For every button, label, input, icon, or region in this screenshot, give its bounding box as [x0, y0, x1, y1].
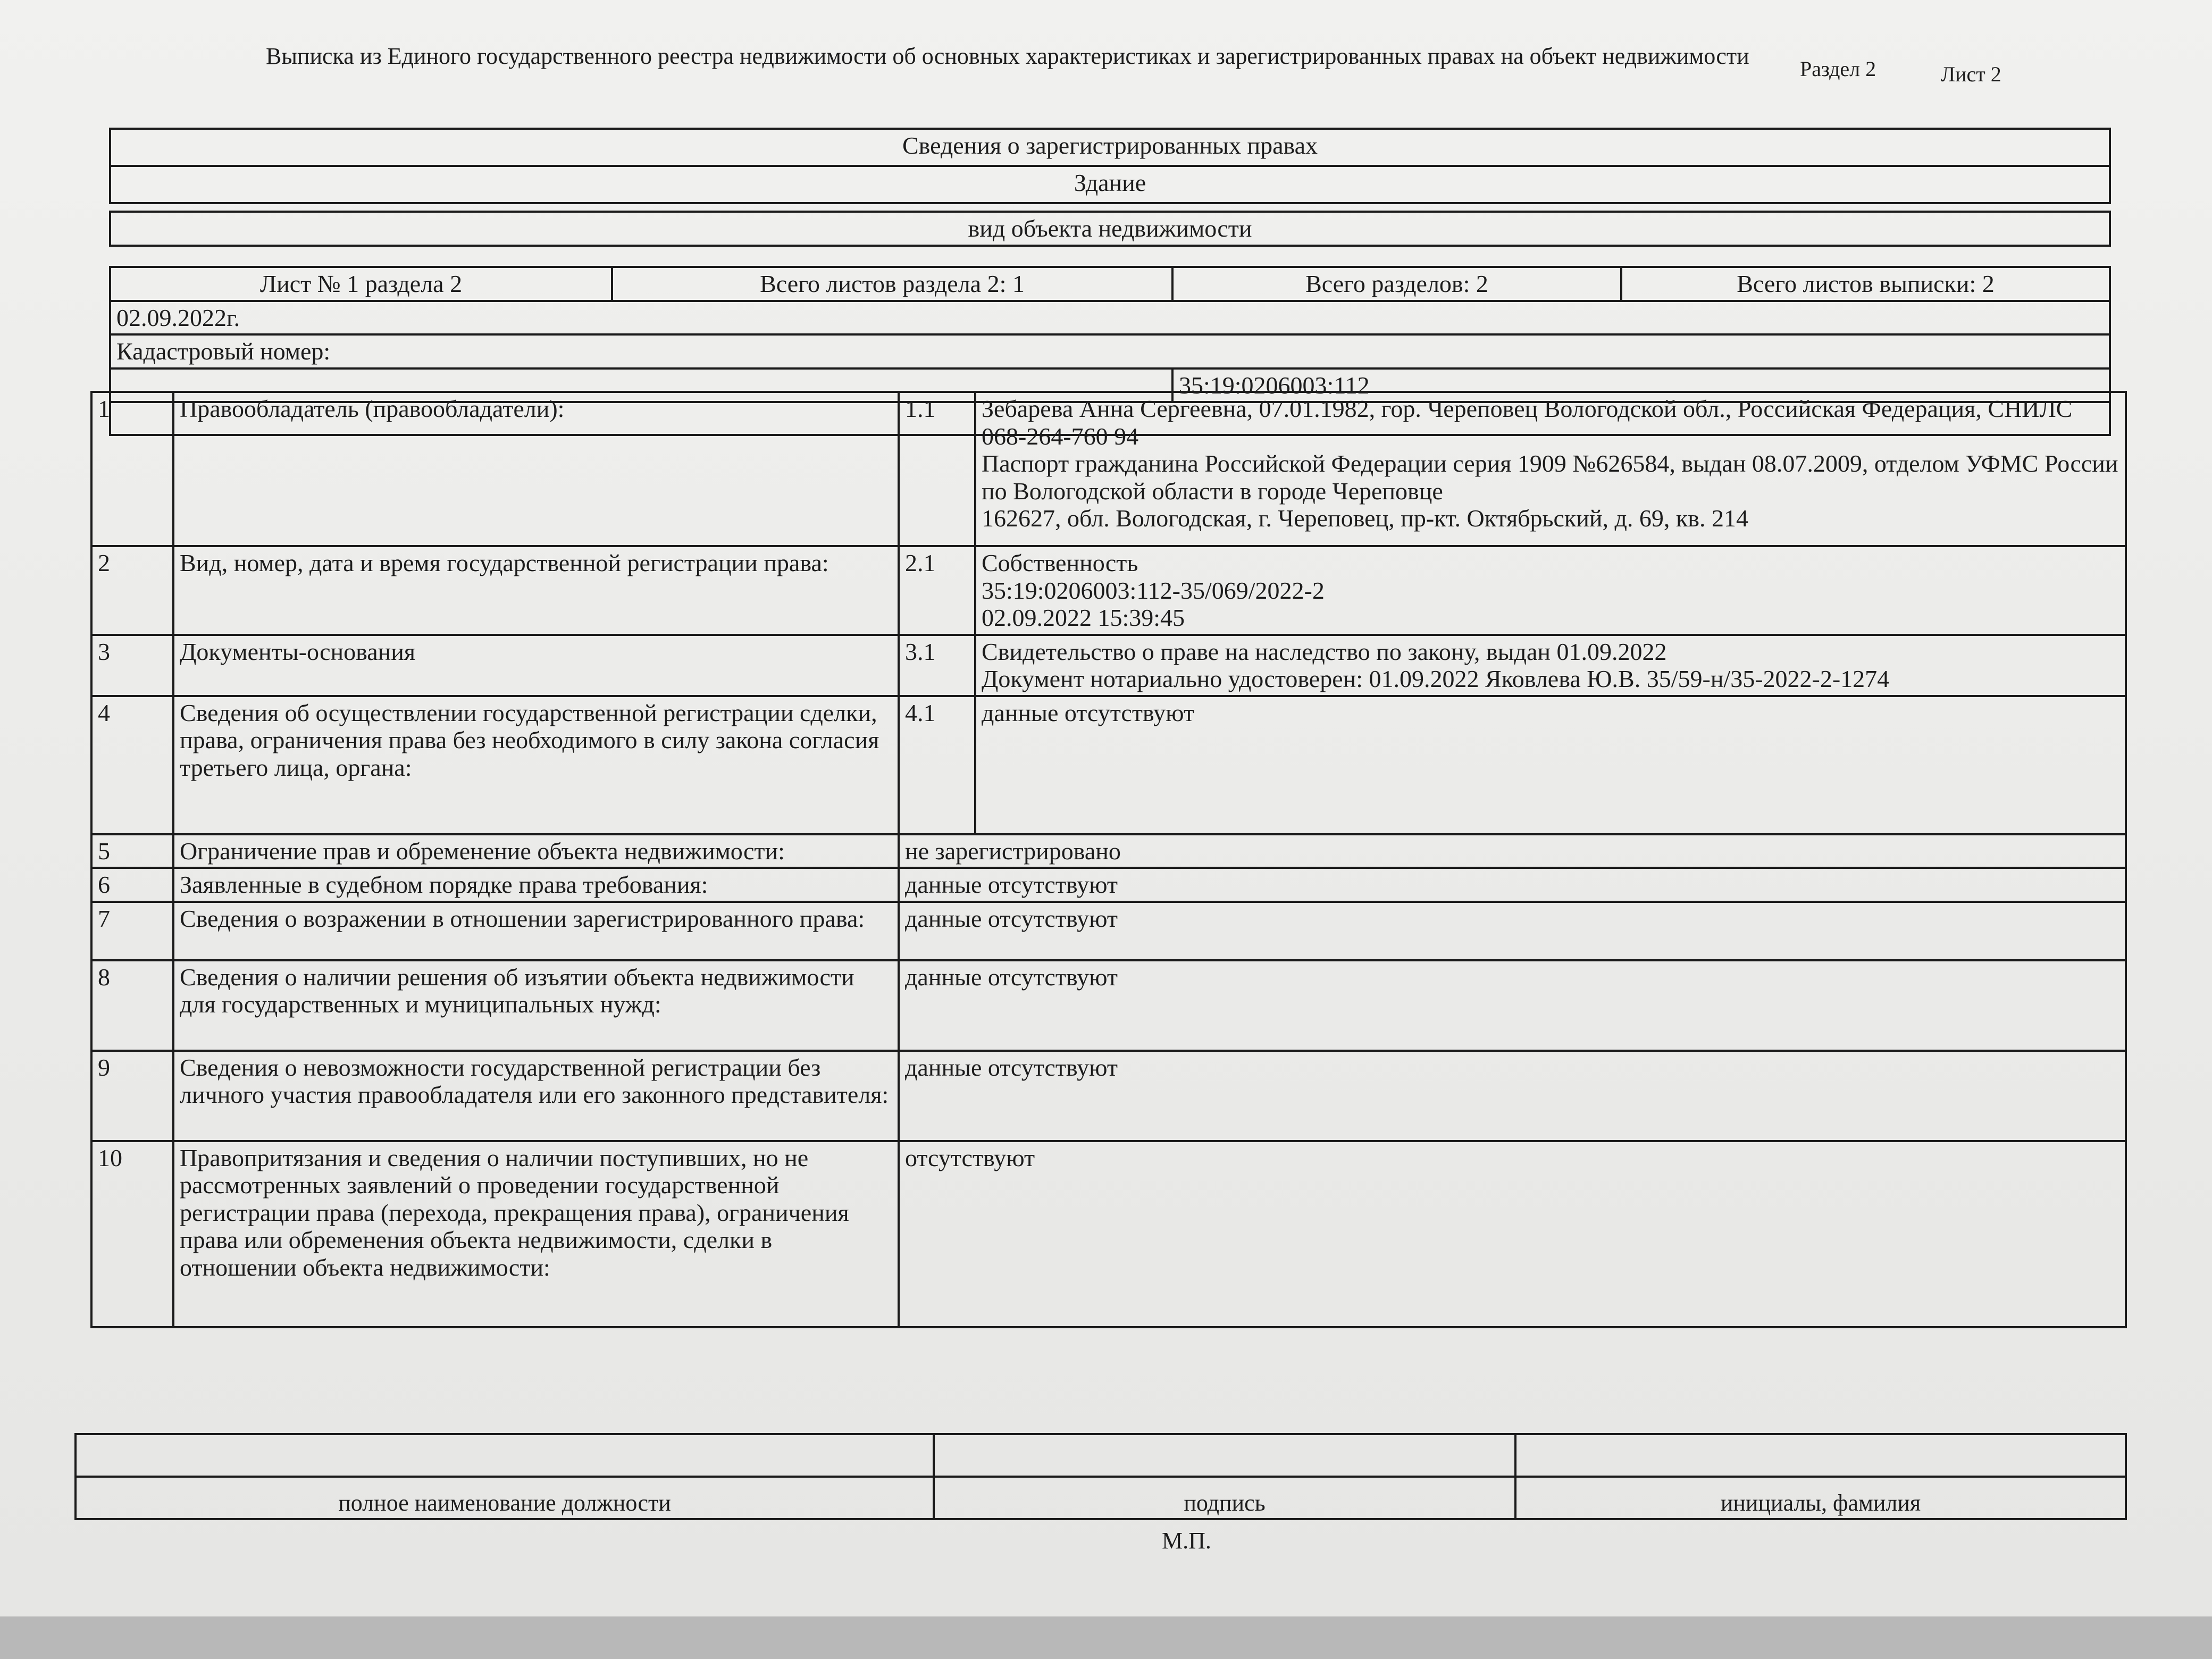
sheet-label: Лист 2	[1941, 62, 2001, 86]
table-row	[91, 902, 2126, 960]
row-label: Документы-основания	[173, 635, 899, 696]
row-subnumber: 3.1	[899, 635, 975, 696]
row-value: данные отсутствуют	[899, 1051, 2126, 1141]
cadastral-label: Кадастровый номер:	[110, 334, 2110, 368]
section-label: Раздел 2	[1800, 57, 1876, 81]
signature-position-blank	[76, 1434, 934, 1477]
row-label: Сведения о наличии решения об изъятии объекта недвижимости для государственных и муниципальных нужд:	[173, 960, 899, 1051]
rights-table	[90, 391, 2127, 1328]
row-label: Сведения о невозможности государственной регистрации без личного участия правообладателя или его законного представителя:	[173, 1051, 899, 1141]
row-value: данные отсутствуют	[899, 902, 2126, 960]
table-row	[91, 960, 2126, 1051]
row-label: Правообладатель (правообладатели):	[173, 392, 899, 546]
row-number: 5	[91, 834, 173, 868]
table-surface	[0, 1616, 2212, 1659]
table-row	[91, 392, 2126, 546]
sheet-number: Лист № 1 раздела 2	[110, 267, 612, 301]
object-type: Здание	[110, 166, 2110, 203]
row-label: Заявленные в судебном порядке права требования:	[173, 868, 899, 902]
object-type-caption: вид объекта недвижимости	[110, 212, 2110, 246]
table-row	[91, 1141, 2126, 1327]
document-title: Выписка из Единого государственного реестра недвижимости об основных характеристиках и зарегистрированных правах на объект недвижимости	[266, 43, 1749, 69]
table-row	[91, 1051, 2126, 1141]
row-value: Зебарева Анна Сергеевна, 07.01.1982, гор. Череповец Вологодской обл., Российская Федерация, СНИЛС 068-264-760 94 Паспорт гражданина Российской Федерации серия 1909 №626584, выдан 08.07.2009, отделом УФМС России по Вологодской области в городе Череповце 162627, обл. Вологодская, г. Череповец, пр-кт. Октябрьский, д. 69, кв. 214	[975, 392, 2126, 546]
row-label: Сведения об осуществлении государственной регистрации сделки, права, ограничения права без необходимого в силу закона согласия третьего лица, органа:	[173, 696, 899, 834]
stamp-placeholder: М.П.	[1162, 1528, 1211, 1554]
row-value: отсутствуют	[899, 1141, 2126, 1327]
total-extract-sheets: Всего листов выписки: 2	[1621, 267, 2110, 301]
row-number: 10	[91, 1141, 173, 1327]
header-subtitle-table	[109, 128, 2111, 204]
row-number: 3	[91, 635, 173, 696]
row-value: данные отсутствуют	[899, 960, 2126, 1051]
row-subnumber: 1.1	[899, 392, 975, 546]
table-row	[91, 546, 2126, 635]
signature-name-blank	[1515, 1434, 2126, 1477]
row-label: Сведения о возражении в отношении зарегистрированного права:	[173, 902, 899, 960]
name-caption: инициалы, фамилия	[1515, 1477, 2126, 1519]
subtitle: Сведения о зарегистрированных правах	[110, 129, 2110, 166]
extract-date: 02.09.2022г.	[110, 301, 2110, 335]
table-row	[91, 696, 2126, 834]
row-value: не зарегистрировано	[899, 834, 2126, 868]
signature-table	[74, 1433, 2127, 1520]
row-value: Собственность 35:19:0206003:112-35/069/2022-2 02.09.2022 15:39:45	[975, 546, 2126, 635]
object-type-caption-table	[109, 211, 2111, 247]
row-number: 7	[91, 902, 173, 960]
row-number: 1	[91, 392, 173, 546]
row-number: 8	[91, 960, 173, 1051]
row-label: Правопритязания и сведения о наличии поступивших, но не рассмотренных заявлений о проведении государственной регистрации права (перехода, прекращения права), ограничения права или обременения объекта недвижимости, сделки в отношении объекта недвижимости:	[173, 1141, 899, 1327]
total-section-sheets: Всего листов раздела 2: 1	[612, 267, 1172, 301]
rights-table-body	[91, 392, 2126, 1327]
row-subnumber: 2.1	[899, 546, 975, 635]
row-number: 9	[91, 1051, 173, 1141]
row-number: 2	[91, 546, 173, 635]
row-number: 4	[91, 696, 173, 834]
signature-sign-blank	[934, 1434, 1515, 1477]
total-sections: Всего разделов: 2	[1172, 267, 1621, 301]
row-value: данные отсутствуют	[975, 696, 2126, 834]
row-number: 6	[91, 868, 173, 902]
position-caption: полное наименование должности	[76, 1477, 934, 1519]
table-row	[91, 868, 2126, 902]
row-value: Свидетельство о праве на наследство по закону, выдан 01.09.2022 Документ нотариально удостоверен: 01.09.2022 Яковлева Ю.В. 35/59-н/35-2022-2-1274	[975, 635, 2126, 696]
signature-caption: подпись	[934, 1477, 1515, 1519]
table-row	[91, 635, 2126, 696]
row-subnumber: 4.1	[899, 696, 975, 834]
table-row	[91, 834, 2126, 868]
row-label: Ограничение прав и обременение объекта недвижимости:	[173, 834, 899, 868]
row-label: Вид, номер, дата и время государственной регистрации права:	[173, 546, 899, 635]
row-value: данные отсутствуют	[899, 868, 2126, 902]
cadastral-number: 35:19:0206003:112	[1172, 368, 2110, 403]
